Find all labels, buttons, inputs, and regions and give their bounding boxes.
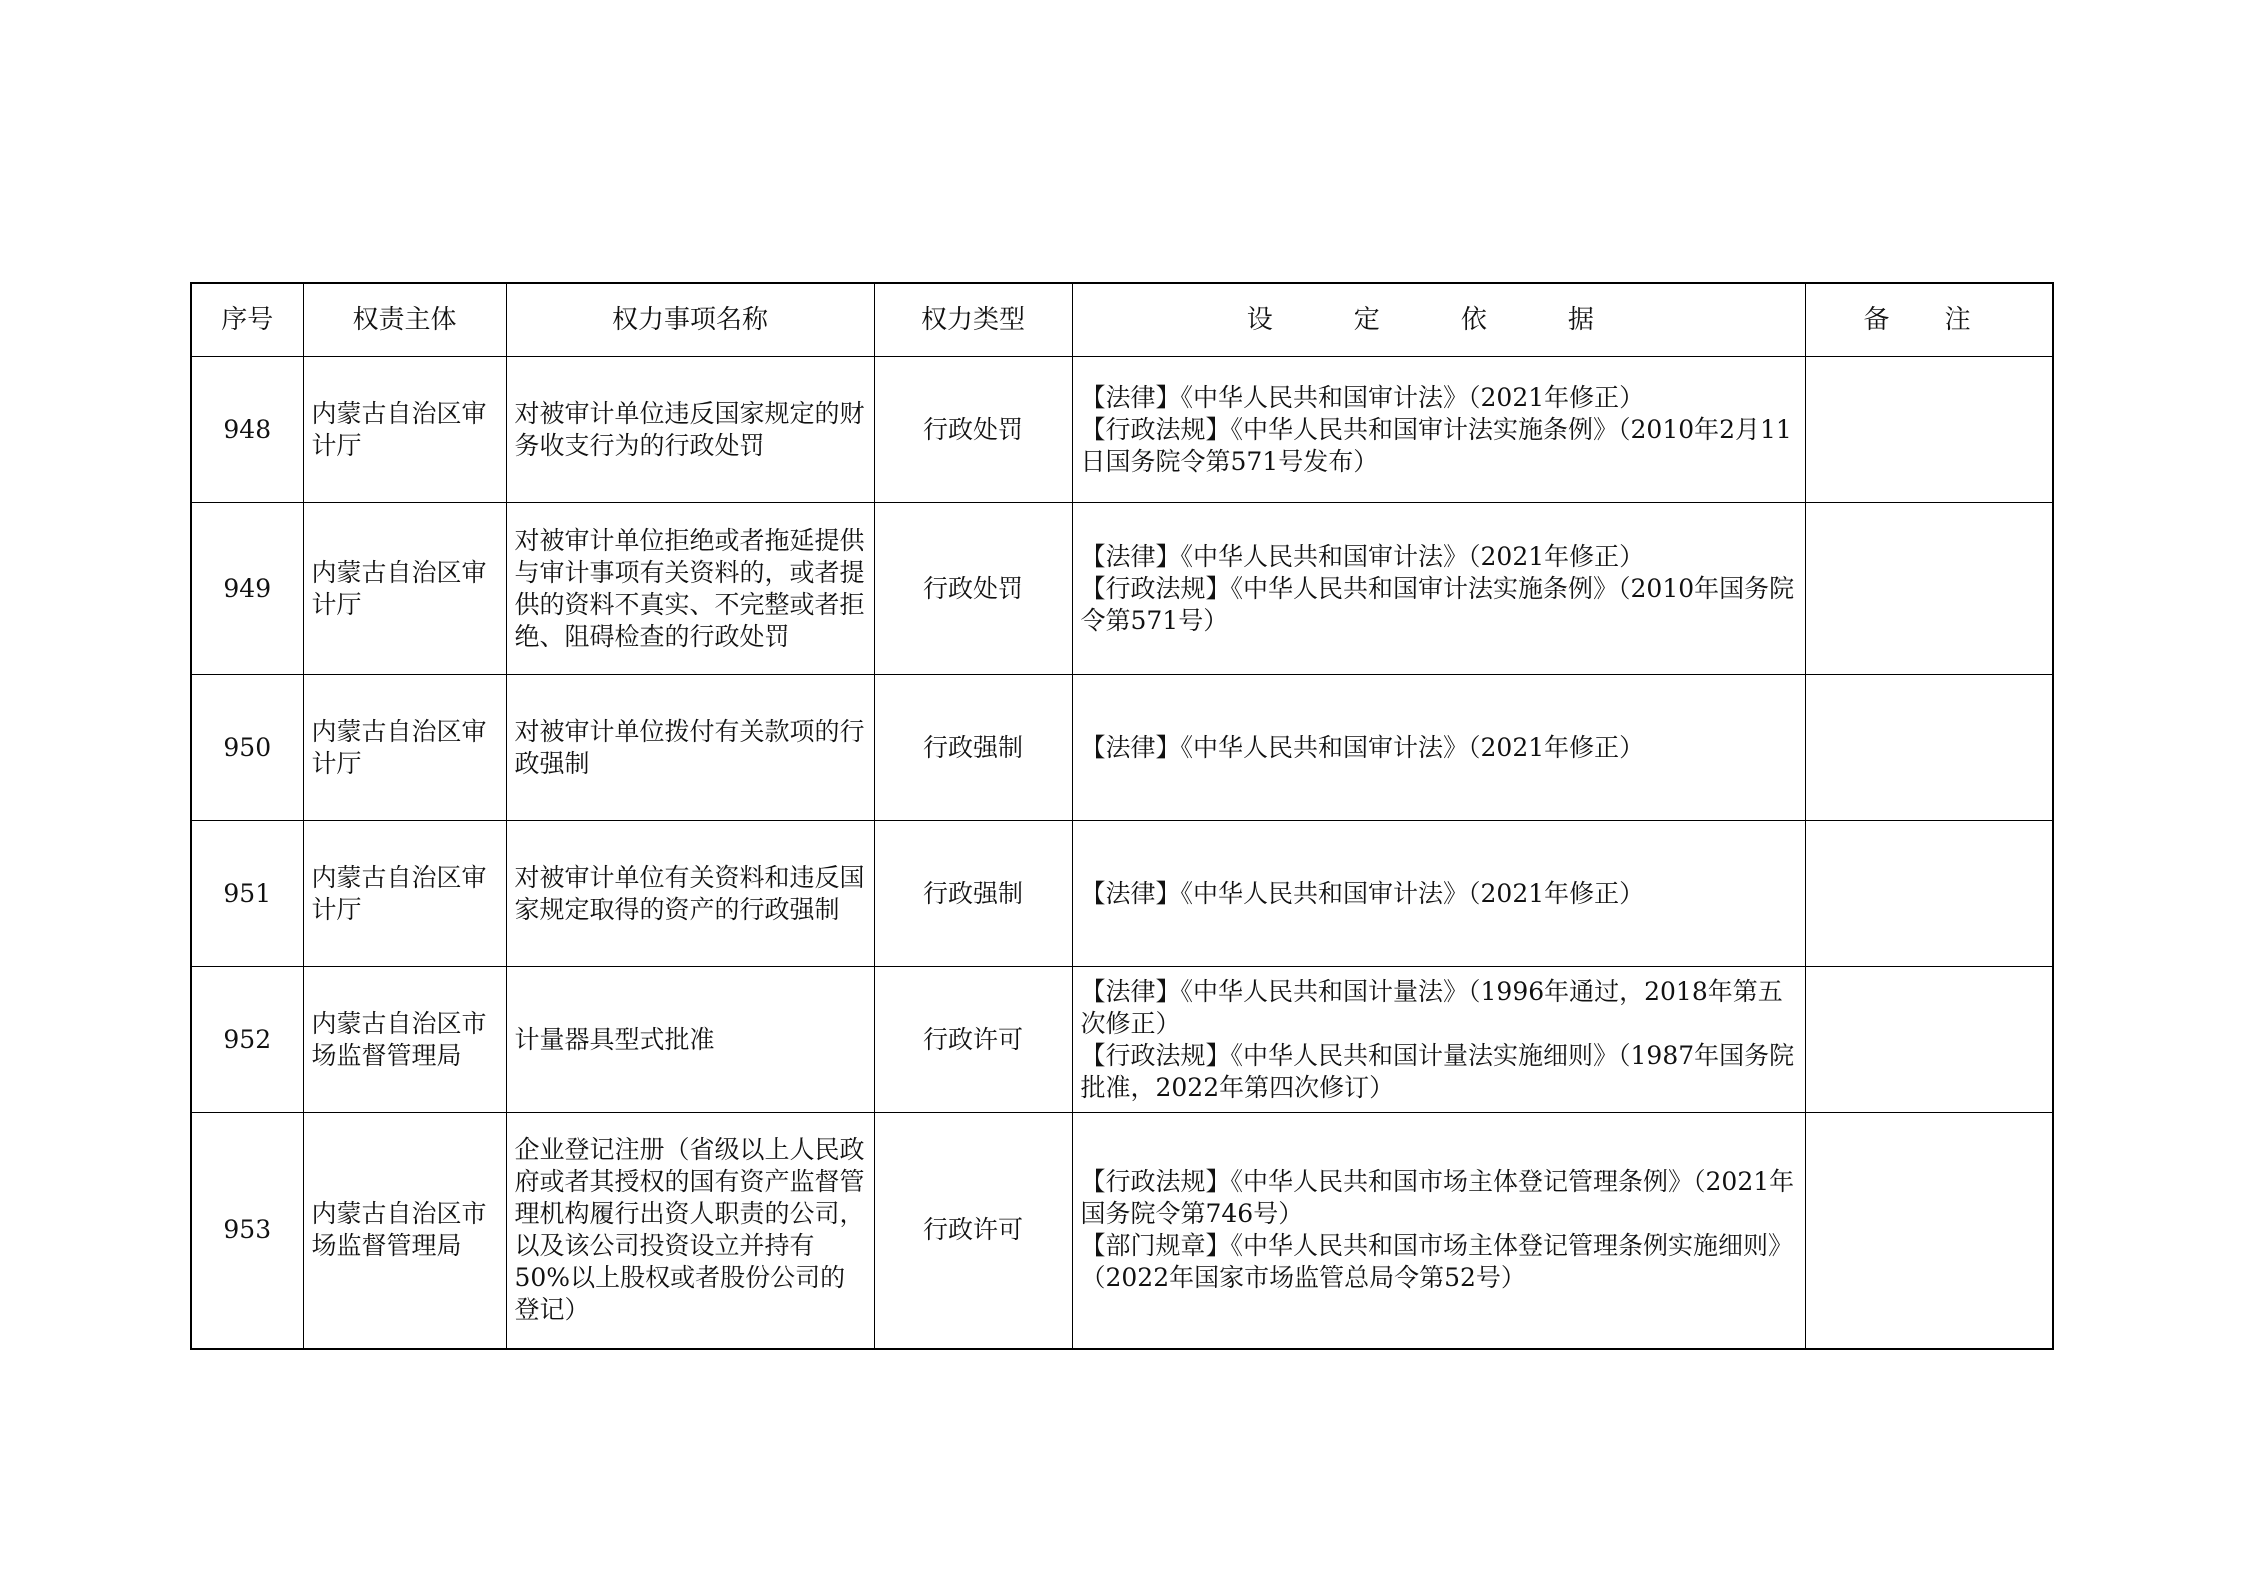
cell-seq: 949: [191, 503, 303, 675]
cell-subject: 内蒙古自治区市场监督管理局: [303, 1113, 506, 1349]
table-row: [191, 675, 2053, 821]
cell-seq: 948: [191, 357, 303, 503]
cell-basis: [1072, 675, 1805, 821]
table-row: [191, 1113, 2053, 1349]
header-basis: 设 定 依 据: [1072, 283, 1805, 357]
cell-basis: [1072, 967, 1805, 1113]
table-row: [191, 503, 2053, 675]
cell-subject: 内蒙古自治区审计厅: [303, 357, 506, 503]
basis-line: 【法律】《中华人民共和国审计法》（2021年修正）: [1080, 382, 1645, 412]
cell-seq: 951: [191, 821, 303, 967]
header-type: 权力类型: [874, 283, 1072, 357]
cell-remark: [1805, 357, 2053, 503]
cell-name: 计量器具型式批准: [506, 967, 874, 1113]
cell-remark: [1805, 967, 2053, 1113]
cell-type: 行政强制: [874, 675, 1072, 821]
cell-name: 对被审计单位拨付有关款项的行政强制: [506, 675, 874, 821]
cell-seq: 953: [191, 1113, 303, 1349]
basis-line: 【行政法规】《中华人民共和国审计法实施条例》（2010年2月11日国务院令第571号发布）: [1080, 414, 1792, 476]
cell-seq: 950: [191, 675, 303, 821]
table-row: [191, 821, 2053, 967]
header-remark: 备 注: [1805, 283, 2053, 357]
basis-line: 【行政法规】《中华人民共和国审计法实施条例》（2010年国务院令第571号）: [1080, 573, 1795, 635]
basis-line: 【法律】《中华人民共和国审计法》（2021年修正）: [1080, 541, 1645, 571]
cell-type: 行政许可: [874, 1113, 1072, 1349]
basis-line: 【行政法规】《中华人民共和国计量法实施细则》（1987年国务院批准，2022年第四次修订）: [1080, 1040, 1795, 1102]
basis-line: 【行政法规】《中华人民共和国市场主体登记管理条例》（2021年国务院令第746号）: [1080, 1167, 1795, 1229]
cell-subject: 内蒙古自治区市场监督管理局: [303, 967, 506, 1113]
basis-line: 【法律】《中华人民共和国审计法》（2021年修正）: [1080, 878, 1645, 908]
authority-table: [190, 282, 2054, 1350]
cell-basis: [1072, 503, 1805, 675]
cell-type: 行政处罚: [874, 357, 1072, 503]
cell-basis: [1072, 357, 1805, 503]
cell-remark: [1805, 503, 2053, 675]
cell-name: 对被审计单位拒绝或者拖延提供与审计事项有关资料的，或者提供的资料不真实、不完整或者拒绝、阻碍检查的行政处罚: [506, 503, 874, 675]
cell-seq: 952: [191, 967, 303, 1113]
basis-line: 【部门规章】《中华人民共和国市场主体登记管理条例实施细则》（2022年国家市场监管总局令第52号）: [1080, 1231, 1794, 1293]
header-row: [191, 283, 2053, 357]
cell-basis: [1072, 821, 1805, 967]
cell-remark: [1805, 1113, 2053, 1349]
basis-line: 【法律】《中华人民共和国审计法》（2021年修正）: [1080, 732, 1645, 762]
cell-type: 行政处罚: [874, 503, 1072, 675]
cell-name: 对被审计单位违反国家规定的财务收支行为的行政处罚: [506, 357, 874, 503]
cell-remark: [1805, 821, 2053, 967]
cell-subject: 内蒙古自治区审计厅: [303, 821, 506, 967]
cell-type: 行政强制: [874, 821, 1072, 967]
cell-basis: [1072, 1113, 1805, 1349]
cell-name: 企业登记注册（省级以上人民政府或者其授权的国有资产监督管理机构履行出资人职责的公司，以及该公司投资设立并持有50%以上股权或者股份公司的登记）: [506, 1113, 874, 1349]
basis-line: 【法律】《中华人民共和国计量法》（1996年通过，2018年第五次修正）: [1080, 976, 1783, 1038]
cell-name: 对被审计单位有关资料和违反国家规定取得的资产的行政强制: [506, 821, 874, 967]
cell-type: 行政许可: [874, 967, 1072, 1113]
header-seq: 序号: [191, 283, 303, 357]
table-row: [191, 357, 2053, 503]
cell-subject: 内蒙古自治区审计厅: [303, 675, 506, 821]
cell-subject: 内蒙古自治区审计厅: [303, 503, 506, 675]
table-row: [191, 967, 2053, 1113]
header-subject: 权责主体: [303, 283, 506, 357]
header-name: 权力事项名称: [506, 283, 874, 357]
cell-remark: [1805, 675, 2053, 821]
